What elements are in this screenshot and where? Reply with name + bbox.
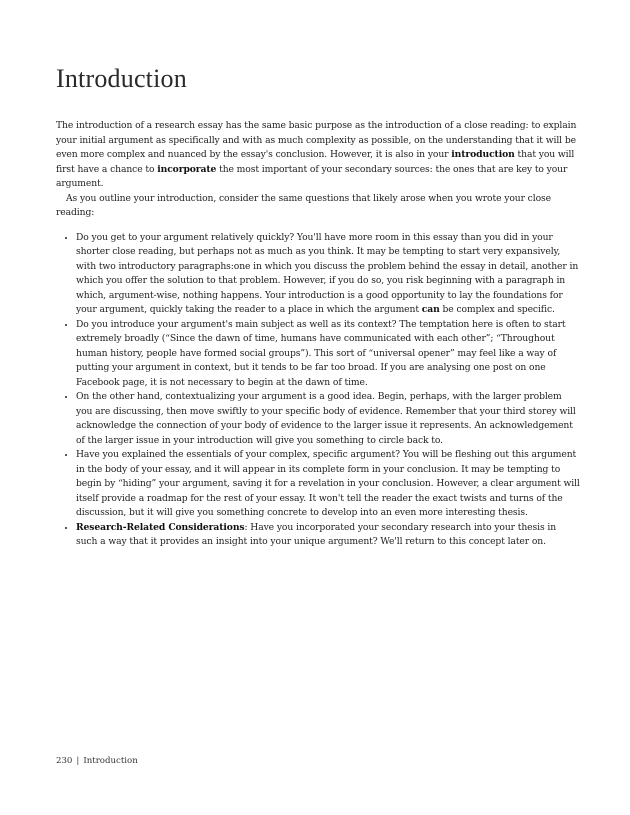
intro-text-2: that you will first have a chance to: [56, 149, 575, 175]
footer-section: Introduction: [83, 756, 138, 766]
outline-paragraph: As you outline your introduction, consider the same questions that likely arose when you wrote your close reading:: [56, 192, 551, 218]
question-list: [56, 231, 580, 550]
intro-text-1: The introduction of a research essay has the same basic purpose as the introduction of a close reading: to explain your initial argument as specifically and with as much complexity as possible, on the understanding that it will be even more complex and nuanced by the essay's conclusion. However, it is also in your: [56, 120, 577, 160]
bullet-1-bold-can: can: [421, 304, 440, 315]
page-footer: [56, 756, 138, 766]
bullet-5-bold-heading: Research-Related Considerations: [76, 521, 245, 533]
body-text: [56, 119, 580, 550]
list-item: • Do you introduce your argument's main subject as well as its context? The temptation here is often to start extremely broadly (“Since the dawn of time, humans have communicated with each other”; “Throughout human history, people have formed social groups”). This sort of “universal opener” may feel like a way of putting your argument in context, but it tends to be far too broad. If you are analysing one post on one Facebook page, it is not necessary to begin at the dawn of time.: [76, 318, 580, 391]
intro-bold-incorporate: incorporate: [157, 163, 217, 175]
list-item: [76, 521, 580, 550]
page-number: 230: [56, 756, 73, 766]
list-item: [76, 231, 580, 318]
list-item: • Have you explained the essentials of your complex, specific argument? You will be fleshing out this argument in the body of your essay, and it will appear in its complete form in your conclusion. It may be tempting to begin by “hiding” your argument, saving it for a revelation in your conclusion. However, a clear argument will itself provide a roadmap for the rest of your essay. It won't tell the reader the exact twists and turns of the discussion, but it will give you something concrete to develop into an even more interesting thesis.: [76, 448, 580, 521]
bullet-1-text-2: be complex and specific.: [439, 304, 555, 315]
bullet-5-text: : Have you incorporated your secondary research into your thesis in such a way that it provides an insight into your unique argument? We'll return to this concept later on.: [76, 521, 557, 547]
list-item: • On the other hand, contextualizing your argument is a good idea. Begin, perhaps, with the larger problem you are discussing, then move swiftly to your specific body of evidence. Remember that your third storey will acknowledge the connection of your body of evidence to the larger issue it represents. An acknowledgement of the larger issue in your introduction will give you something to circle back to.: [76, 390, 580, 448]
page-title: Introduction: [56, 64, 187, 93]
intro-text-3: the most important of your secondary sources: the ones that are key to your argument.: [56, 163, 568, 189]
intro-bold-introduction: introduction: [451, 149, 515, 160]
intro-paragraph: [56, 119, 580, 192]
bullet-1-text-1: Do you get to your argument relatively quickly? You'll have more room in this essay than you did in your shorter close reading, but perhaps not as much as you think. It may be tempting to start very expansively, with two introductory paragraphs:one in which you discuss the problem behind the essay in detail, another in which you offer the solution to that problem. However, if you do so, you risk beginning with a paragraph in which, argument-wise, nothing happens. Your introduction is a good opportunity to lay the foundations for your argument, quickly taking the reader to a place in which the argument: [76, 231, 579, 315]
footer-separator: |: [76, 756, 80, 766]
